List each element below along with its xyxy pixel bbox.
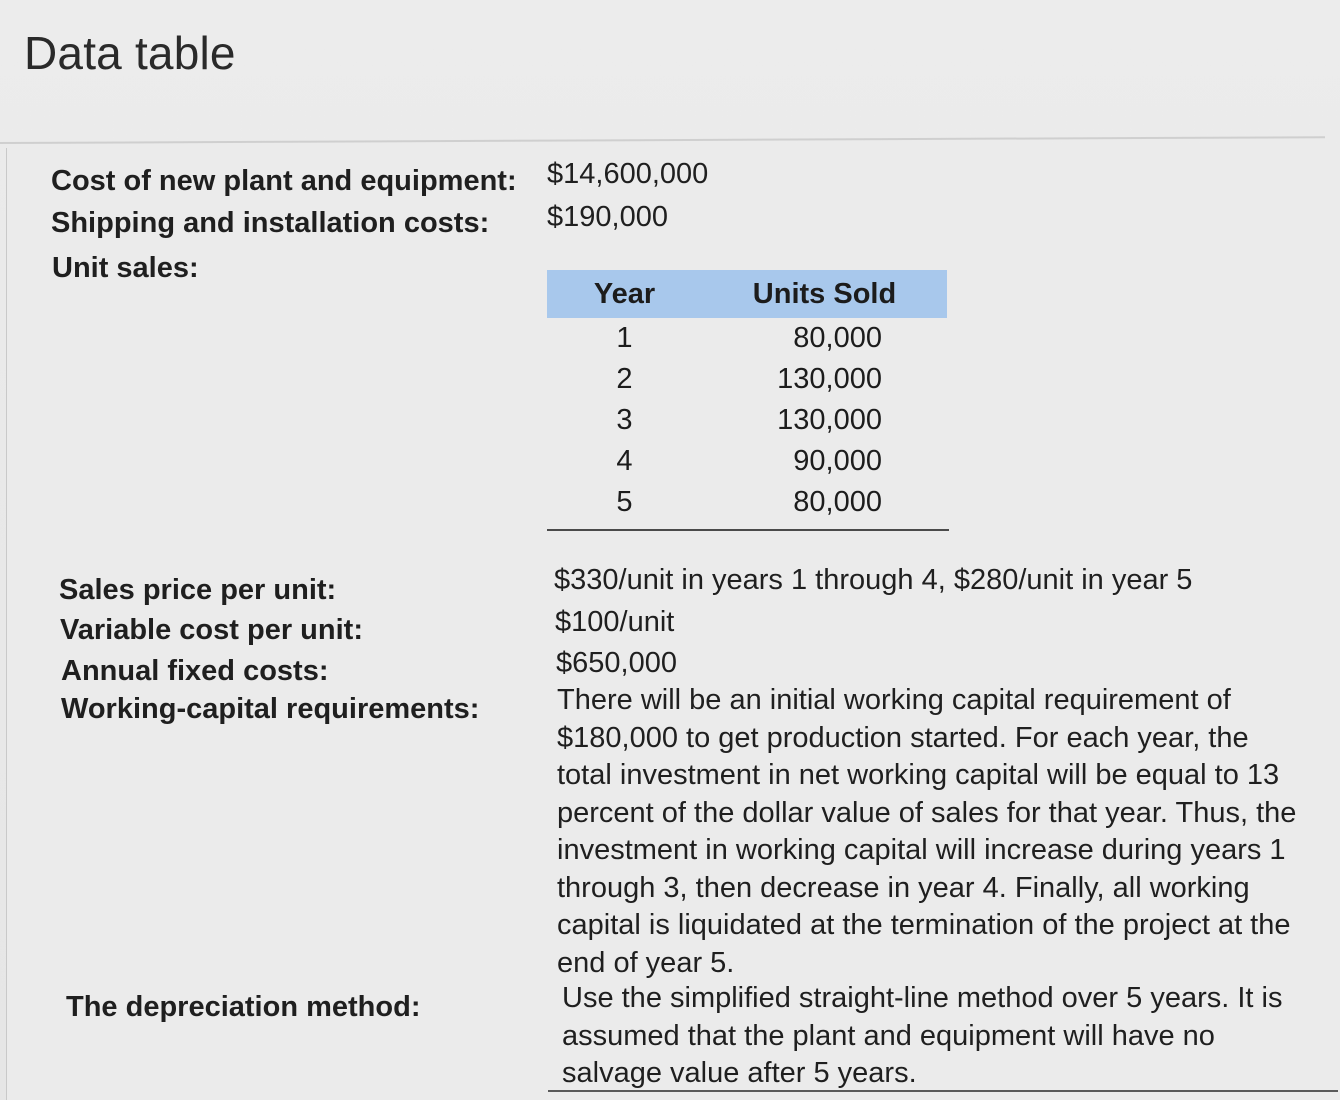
plant-cost-label: Cost of new plant and equipment: bbox=[51, 165, 517, 197]
table-row bbox=[547, 482, 947, 523]
sales-price-label: Sales price per unit: bbox=[59, 574, 337, 606]
table-row bbox=[547, 318, 947, 359]
units-cell: 130,000 bbox=[777, 363, 882, 395]
year-cell: 4 bbox=[616, 445, 633, 477]
variable-cost-label: Variable cost per unit: bbox=[60, 614, 363, 646]
sales-price-value: $330/unit in years 1 through 4, $280/unit in year 5 bbox=[554, 564, 1193, 596]
depreciation-text: Use the simplified straight-line method over 5 years. It is assumed that the plant and equipment will have no salvage value after 5 years. bbox=[562, 982, 1283, 1089]
table-row bbox=[547, 441, 947, 482]
units-column-header: Units Sold bbox=[752, 277, 897, 310]
shipping-label: Shipping and installation costs: bbox=[51, 207, 490, 239]
units-cell: 130,000 bbox=[777, 404, 882, 436]
year-column-header: Year bbox=[593, 277, 656, 310]
variable-cost-value: $100/unit bbox=[555, 606, 675, 638]
table-row bbox=[547, 400, 947, 441]
year-cell: 3 bbox=[616, 404, 633, 436]
working-capital-text: There will be an initial working capital requirement of $180,000 to get production started. For each year, the total investment in net working capital will be equal to 13 percent of the dollar value of sales for that year. Thus, the investment in working capital will increase during years 1 through 3, then decrease in year 4. Finally, all working capital is liquidated at the termination of the project at the end of year 5. bbox=[557, 684, 1297, 979]
header-divider bbox=[0, 136, 1325, 144]
fixed-costs-label: Annual fixed costs: bbox=[61, 655, 329, 687]
units-table-header bbox=[547, 270, 947, 318]
working-capital-label: Working-capital requirements: bbox=[61, 693, 480, 725]
depreciation-label: The depreciation method: bbox=[66, 991, 421, 1023]
table-row bbox=[547, 359, 947, 400]
units-sold-table bbox=[547, 270, 947, 531]
units-cell: 80,000 bbox=[793, 486, 882, 518]
unit-sales-label: Unit sales: bbox=[52, 252, 199, 284]
bottom-divider bbox=[548, 1090, 1338, 1092]
year-cell: 5 bbox=[616, 486, 633, 518]
fixed-costs-value: $650,000 bbox=[556, 647, 677, 679]
table-bottom-rule bbox=[547, 529, 949, 531]
shipping-value: $190,000 bbox=[547, 201, 668, 233]
units-cell: 90,000 bbox=[793, 445, 882, 477]
year-cell: 2 bbox=[616, 363, 633, 395]
plant-cost-value: $14,600,000 bbox=[547, 158, 709, 190]
year-cell: 1 bbox=[616, 322, 633, 354]
units-cell: 80,000 bbox=[793, 322, 882, 354]
window-title: Data table bbox=[24, 27, 236, 79]
